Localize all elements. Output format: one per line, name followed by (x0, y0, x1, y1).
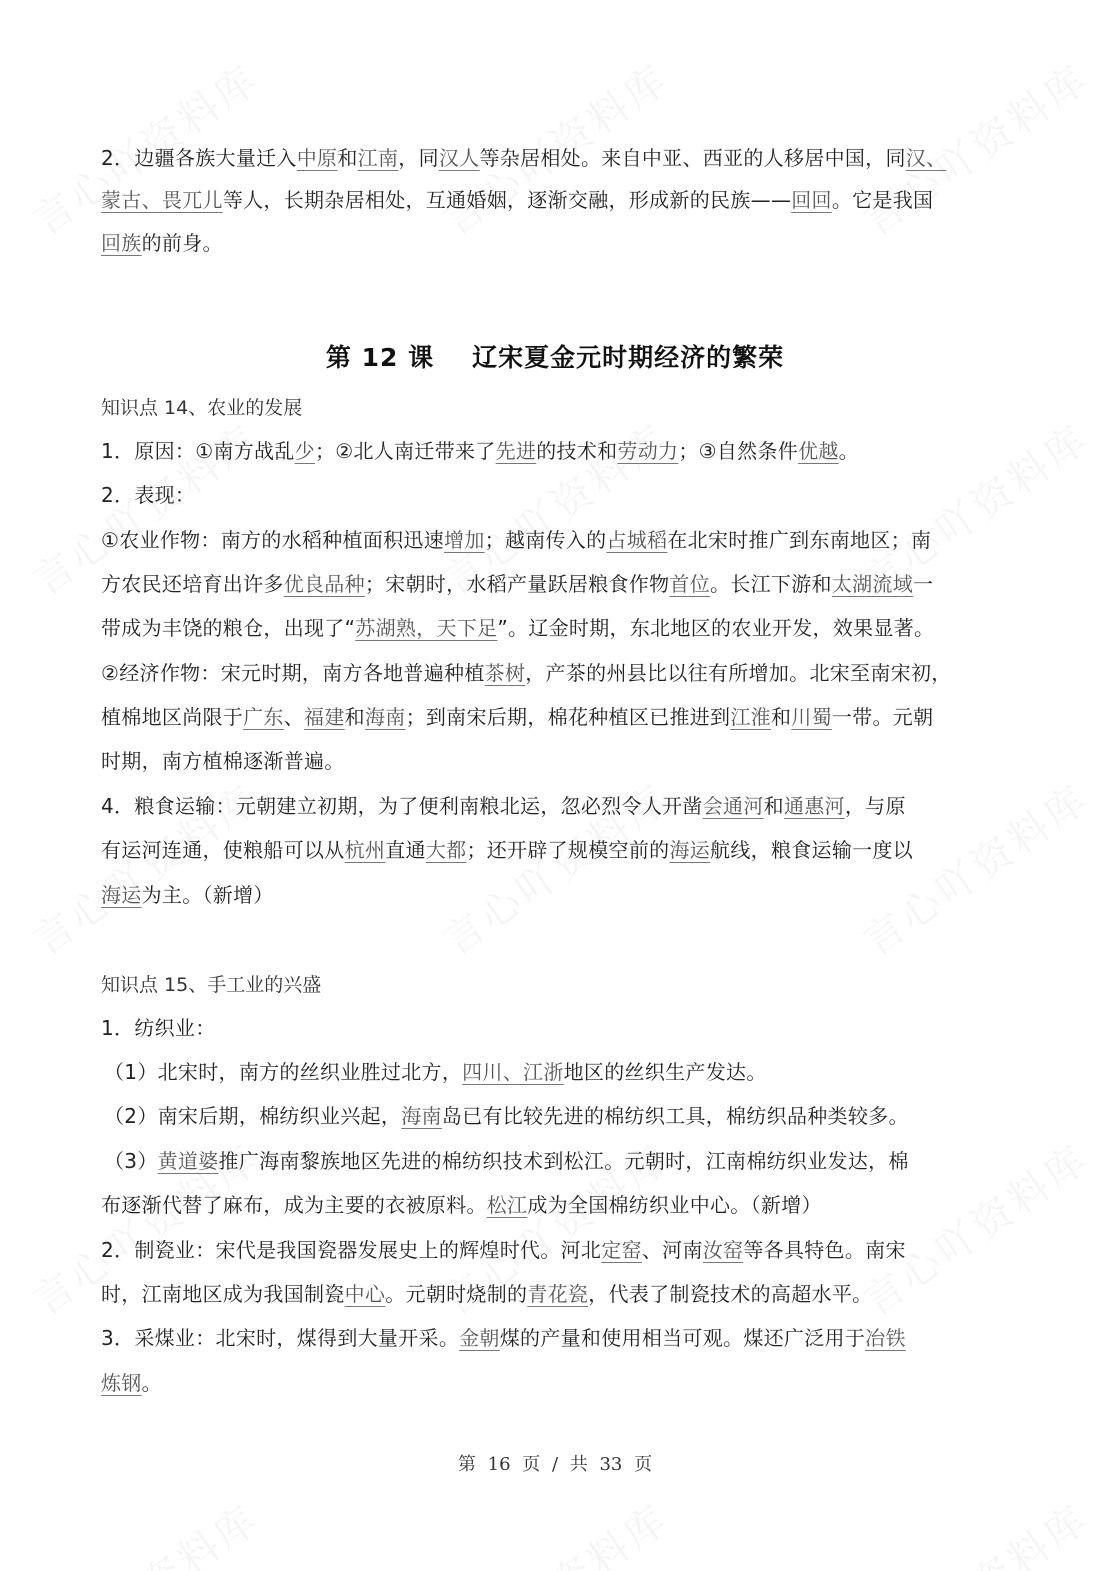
underlined-keyword: 蒙古、畏兀儿 (101, 188, 223, 212)
text-segment: 和 (770, 705, 792, 729)
text-segment: 有运河连通，使粮船可以从 (101, 838, 345, 862)
underlined-keyword: 会通河 (702, 794, 764, 818)
underlined-keyword: 松江 (486, 1193, 528, 1217)
text-segment: ；到南宋后期，棉花种植区已推进到 (405, 705, 731, 729)
underlined-keyword: 少 (294, 439, 315, 463)
underlined-keyword: 汉人 (438, 146, 480, 170)
text-segment: 和 (763, 794, 784, 818)
underlined-keyword: 青花瓷 (527, 1282, 589, 1306)
text-segment: 、河南 (641, 1238, 703, 1262)
underlined-keyword: 太湖流域 (831, 572, 914, 596)
text-segment: 为主。（新增） (141, 883, 274, 907)
underlined-keyword: 苏湖熟，天下足 (355, 616, 498, 640)
text-segment: 一带。元朝 (831, 705, 934, 729)
underlined-keyword: 金朝 (459, 1326, 500, 1350)
text-segment: 带成为丰饶的粮仓，出现了“ (101, 616, 356, 640)
text-segment: ；③自然条件 (678, 439, 799, 463)
lesson-number: 第 12 课 (325, 343, 435, 372)
text-line (101, 228, 223, 258)
underlined-keyword: 四川、江浙 (462, 1060, 564, 1084)
text-segment: 2．表现： (101, 483, 196, 507)
text-line (101, 569, 933, 599)
text-line (101, 1013, 216, 1043)
text-segment: 时，江南地区成为我国制瓷 (101, 1282, 345, 1306)
text-line (101, 835, 913, 865)
text-line (101, 746, 345, 776)
text-segment: 、 (283, 705, 305, 729)
text-segment: 方农民还培育出许多 (101, 572, 284, 596)
text-segment: （3） (104, 1149, 158, 1173)
underlined-keyword: 回回 (791, 188, 832, 212)
text-line (101, 1279, 872, 1309)
text-segment: ；还开辟了规模空前的 (466, 838, 670, 862)
text-segment: ”。辽金时期，东北地区的农业开发，效果显著。 (497, 616, 935, 640)
underlined-keyword: 中心 (344, 1282, 386, 1306)
text-segment: 4．粮食运输：元朝建立初期，为了便利南粮北运，忽必烈令人开凿 (101, 794, 703, 818)
lesson-title (0, 338, 1110, 374)
text-segment: 。元朝时烧制的 (385, 1282, 528, 1306)
underlined-keyword: 炼钢 (101, 1371, 142, 1395)
underlined-keyword: 茶树 (484, 661, 526, 685)
page-footer: 第 16 页 / 共 33 页 (457, 1454, 653, 1475)
text-segment: 在北宋时推广到东南地区；南 (667, 528, 932, 552)
text-segment: 成为全国棉纺织业中心。（新增） (527, 1193, 822, 1217)
underlined-keyword: 大都 (425, 838, 467, 862)
knowledge-point-heading: 知识点 15、手工业的兴盛 (101, 974, 322, 996)
text-segment: ，产茶的州县比以往有所增加。北宋至南宋初， (525, 661, 952, 685)
underlined-keyword: 川蜀 (791, 705, 832, 729)
underlined-keyword: 冶铁 (865, 1326, 906, 1350)
text-segment: 煤的产量和使用相当可观。煤还广泛用于 (499, 1326, 866, 1350)
text-segment: 布逐渐代替了麻布，成为主要的衣被原料。 (101, 1193, 487, 1217)
lesson-name: 辽宋夏金元时期经济的繁荣 (472, 343, 785, 372)
text-segment: ②经济作物：宋元时期，南方各地普遍种植 (101, 661, 485, 685)
underlined-keyword: 首位 (669, 572, 711, 596)
underlined-keyword: 增加 (444, 528, 485, 552)
underlined-keyword: 通惠河 (783, 794, 845, 818)
text-segment: 等各具特色。南宋 (743, 1238, 906, 1262)
text-segment: 的前身。 (141, 231, 223, 255)
underlined-keyword: 海运 (669, 838, 711, 862)
underlined-keyword: 广东 (243, 705, 284, 729)
text-segment: 。长江下游和 (710, 572, 832, 596)
underlined-keyword: 定窑 (601, 1238, 642, 1262)
text-line (101, 1323, 906, 1353)
text-segment: 时期，南方植棉逐渐普遍。 (101, 749, 345, 773)
text-segment: 1．原因：①南方战乱 (101, 439, 295, 463)
text-segment: ，与原 (844, 794, 906, 818)
text-segment: 地区的丝织生产发达。 (563, 1060, 767, 1084)
underlined-keyword: 海南 (401, 1104, 442, 1128)
underlined-keyword: 回族 (101, 231, 142, 255)
text-segment: 一 (913, 572, 934, 596)
text-line (104, 1101, 909, 1131)
text-segment: 2．边疆各族大量迁入 (101, 146, 297, 170)
text-segment: 等人，长期杂居相处，互通婚姻，逐渐交融，形成新的民族—— (222, 188, 792, 212)
text-line (101, 880, 274, 910)
text-segment: 等杂居相处。来自中亚、西亚的人移居中国，同 (479, 146, 906, 170)
text-segment: （1）北宋时，南方的丝织业胜过北方， (104, 1060, 463, 1084)
text-line (101, 1190, 822, 1220)
text-segment: 和 (344, 705, 365, 729)
underlined-keyword: 汝窑 (702, 1238, 744, 1262)
text-line (104, 1057, 767, 1087)
text-segment: （2）南宋后期，棉纺织业兴起， (104, 1104, 402, 1128)
underlined-keyword: 占城稻 (606, 528, 668, 552)
text-line (101, 613, 934, 643)
underlined-keyword: 福建 (304, 705, 345, 729)
text-line (101, 143, 946, 173)
text-line (101, 480, 195, 510)
text-line (104, 1146, 909, 1176)
text-segment: 。它是我国 (831, 188, 934, 212)
underlined-keyword: 优越 (798, 439, 839, 463)
text-line (101, 658, 952, 688)
text-segment: ；宋朝时，水稻产量跃居粮食作物 (364, 572, 670, 596)
underlined-keyword: 劳动力 (617, 439, 679, 463)
underlined-keyword: 优良品种 (283, 572, 365, 596)
text-line (101, 1235, 906, 1265)
text-line (101, 702, 933, 732)
text-segment: 3．采煤业：北宋时，煤得到大量开采。 (101, 1326, 460, 1350)
underlined-keyword: 江淮 (730, 705, 771, 729)
underlined-keyword: 黄道婆 (157, 1149, 219, 1173)
text-segment: 。 (141, 1371, 162, 1395)
text-line (101, 436, 859, 466)
text-segment: 和 (337, 146, 358, 170)
text-segment: 直通 (385, 838, 426, 862)
text-segment: ；越南传入的 (484, 528, 607, 552)
knowledge-point-heading: 知识点 14、农业的发展 (101, 397, 303, 419)
text-segment: ；②北人南迁带来了 (314, 439, 496, 463)
text-segment: ①农业作物：南方的水稻种植面积迅速 (101, 528, 445, 552)
underlined-keyword: 杭州 (344, 838, 386, 862)
text-segment: 岛已有比较先进的棉纺织工具，棉纺织品种类较多。 (441, 1104, 909, 1128)
underlined-keyword: 江南 (357, 146, 399, 170)
text-segment: 植棉地区尚限于 (101, 705, 244, 729)
text-line (101, 185, 933, 215)
underlined-keyword: 汉、 (905, 146, 947, 170)
watermark-text (850, 1489, 1099, 1571)
text-line (101, 525, 931, 555)
underlined-keyword: 海运 (101, 883, 142, 907)
text-segment: ，同 (398, 146, 439, 170)
text-segment: 航线，粮食运输一度以 (710, 838, 914, 862)
text-segment: 的技术和 (536, 439, 618, 463)
underlined-keyword: 先进 (495, 439, 537, 463)
watermark-text (430, 1489, 679, 1571)
underlined-keyword: 中原 (296, 146, 338, 170)
text-segment: 2．制瓷业：宋代是我国瓷器发展史上的辉煌时代。河北 (101, 1238, 602, 1262)
text-segment: ，代表了制瓷技术的高超水平。 (588, 1282, 873, 1306)
text-segment: 。 (838, 439, 859, 463)
text-segment: 推广海南黎族地区先进的棉纺织技术到松江。元朝时，江南棉纺织业发达，棉 (218, 1149, 909, 1173)
text-segment: 1．纺织业： (101, 1016, 216, 1040)
text-line (101, 1368, 162, 1398)
text-line (101, 791, 906, 821)
underlined-keyword: 海南 (364, 705, 406, 729)
watermark-text (20, 1489, 269, 1571)
